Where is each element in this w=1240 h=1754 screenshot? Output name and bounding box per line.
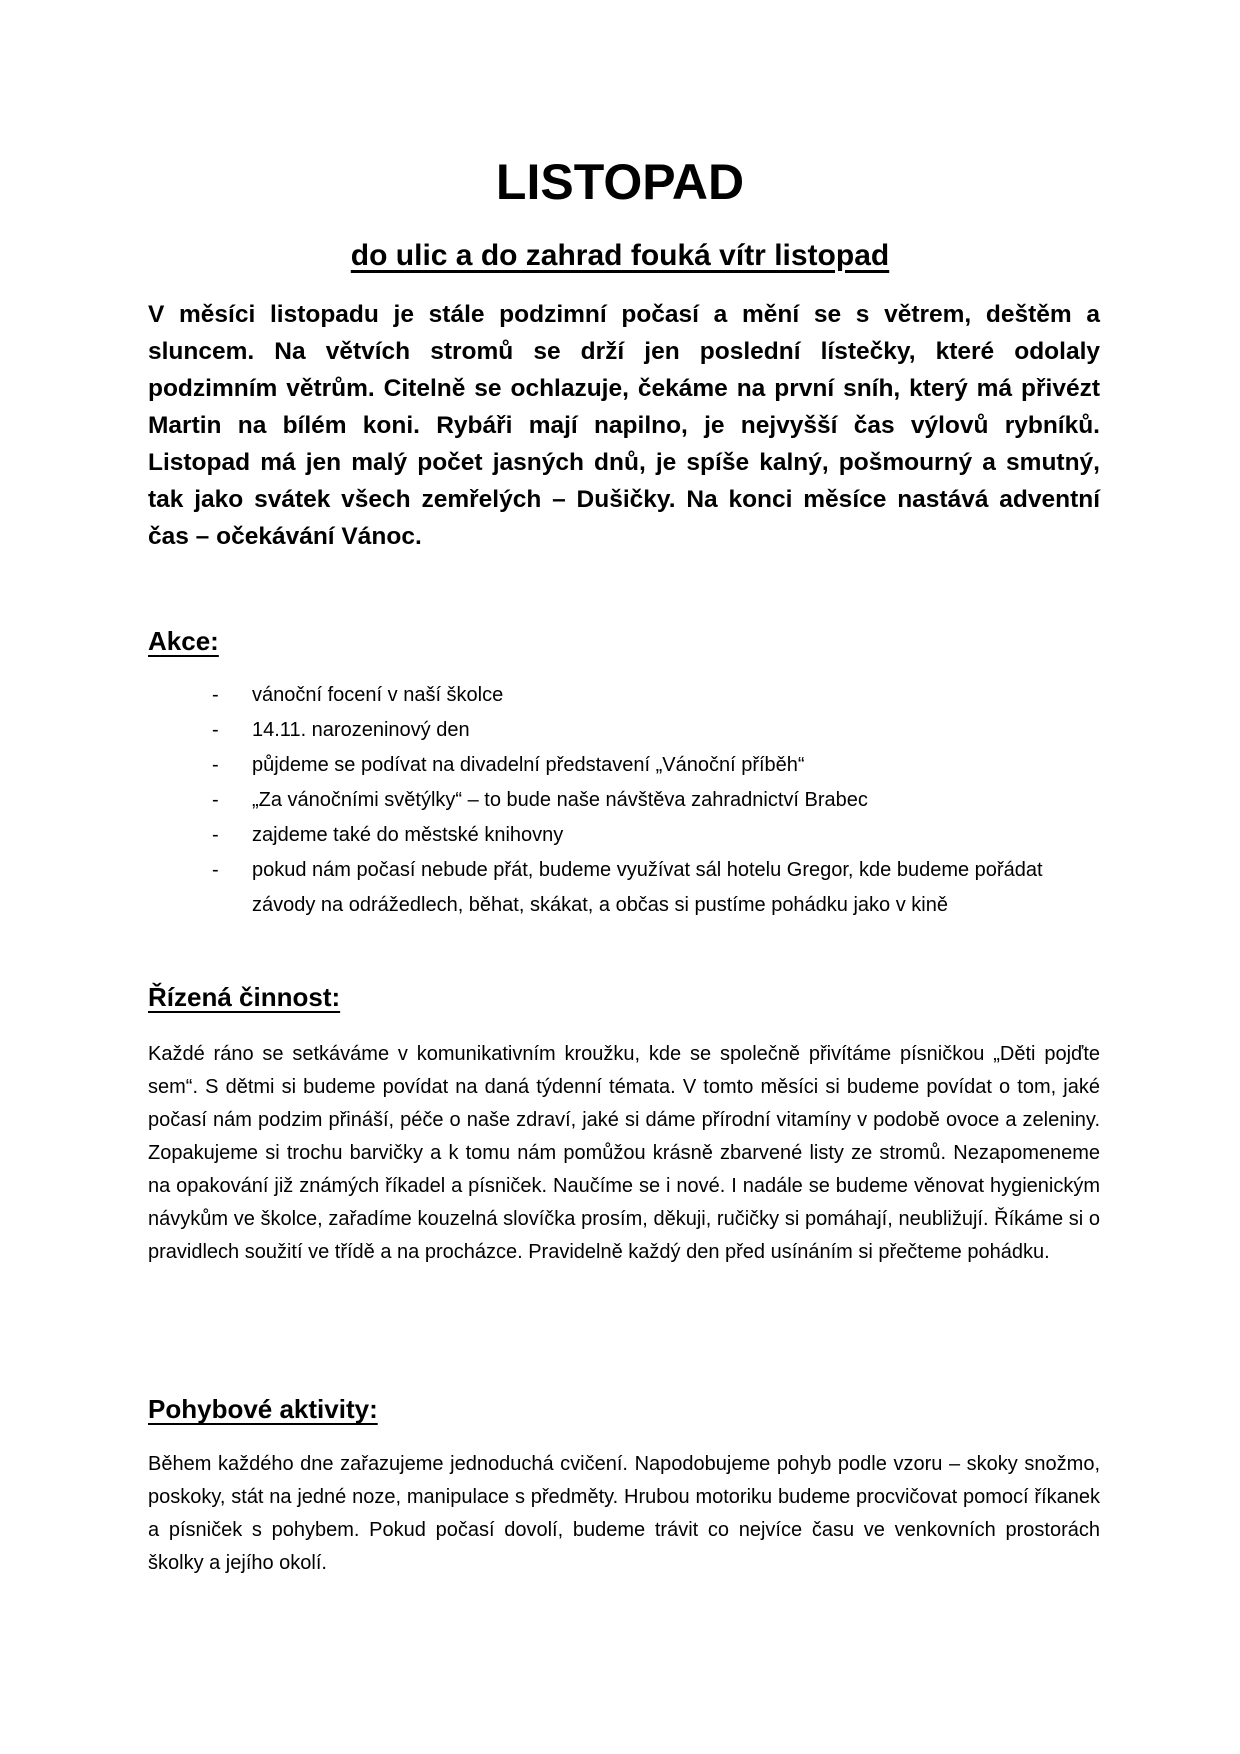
list-item <box>148 818 1100 853</box>
list-item-text: pokud nám počasí nebude přát, budeme využívat sál hotelu Gregor, kde budeme pořádat závody na odrážedlech, běhat, skákat, a občas si pustíme pohádku jako v kině <box>252 859 1043 916</box>
bullet-dash: - <box>212 684 219 706</box>
akce-list <box>148 678 1100 923</box>
pohybove-aktivity-paragraph: Během každého dne zařazujeme jednoduchá cvičení. Napodobujeme pohyb podle vzoru – skoky snožmo, poskoky, stát na jedné noze, manipulace s předměty. Hrubou motoriku budeme procvičovat pomocí říkanek a písniček s pohybem. Pokud počasí dovolí, budeme trávit co nejvíce času ve venkovních prostorách školky a jejího okolí. <box>148 1453 1100 1574</box>
rizena-cinnost-paragraph: Každé ráno se setkáváme v komunikativním kroužku, kde se společně přivítáme písničkou „Děti pojďte sem“. S dětmi si budeme povídat na daná týdenní témata. V tomto měsíci si budeme povídat o tom, jaké počasí nám podzim přináší, péče o naše zdraví, jaké si dáme přírodní vitamíny v podobě ovoce a zeleniny. Zopakujeme si trochu barvičky a k tomu nám pomůžou krásně zbarvené listy ze stromů. Nezapomeneme na opakování již známých říkadel a písniček. Naučíme se i nové. I nadále se budeme věnovat hygienickým návykům ve školce, zařadíme kouzelná slovíčka prosím, děkuji, ručičky si pomáhají, neubližují. Říkáme si o pravidlech soužití ve třídě a na procházce. Pravidelně každý den před usínáním si přečteme pohádku. <box>148 1043 1100 1263</box>
list-item-text: zajdeme také do městské knihovny <box>252 824 564 846</box>
list-item-text: „Za vánočními světýlky“ – to bude naše návštěva zahradnictví Brabec <box>252 789 868 811</box>
list-item-text: vánoční focení v naší školce <box>252 684 504 706</box>
pohybove-aktivity-heading: Pohybové aktivity: <box>148 1394 378 1424</box>
list-item <box>148 678 1100 713</box>
bullet-dash: - <box>212 719 219 741</box>
akce-heading: Akce: <box>148 626 219 656</box>
list-item <box>148 713 1100 748</box>
intro-paragraph: V měsíci listopadu je stále podzimní počasí a mění se s větrem, deštěm a sluncem. Na větvích stromů se drží jen poslední lístečky, které odolaly podzimním větrům. Citelně se ochlazuje, čekáme na první sníh, který má přivézt Martin na bílém koni. Rybáři mají napilno, je nejvyšší čas výlovů rybníků. Listopad má jen malý počet jasných dnů, je spíše kalný, pošmourný a smutný, tak jako svátek všech zemřelých – Dušičky. Na konci měsíce nastává adventní čas – očekávání Vánoc. <box>148 301 1100 550</box>
list-item-text: 14.11. narozeninový den <box>252 719 470 741</box>
list-item <box>148 783 1100 818</box>
list-item <box>148 853 1100 923</box>
bullet-dash: - <box>212 789 219 811</box>
bullet-dash: - <box>212 859 219 881</box>
bullet-dash: - <box>212 824 219 846</box>
list-item-text: půjdeme se podívat na divadelní představení „Vánoční příběh“ <box>252 754 805 776</box>
list-item <box>148 748 1100 783</box>
document-title: LISTOPAD <box>495 154 745 210</box>
document-subtitle: do ulic a do zahrad fouká vítr listopad <box>350 239 890 272</box>
bullet-dash: - <box>212 754 219 776</box>
rizena-cinnost-heading: Řízená činnost: <box>148 982 341 1012</box>
